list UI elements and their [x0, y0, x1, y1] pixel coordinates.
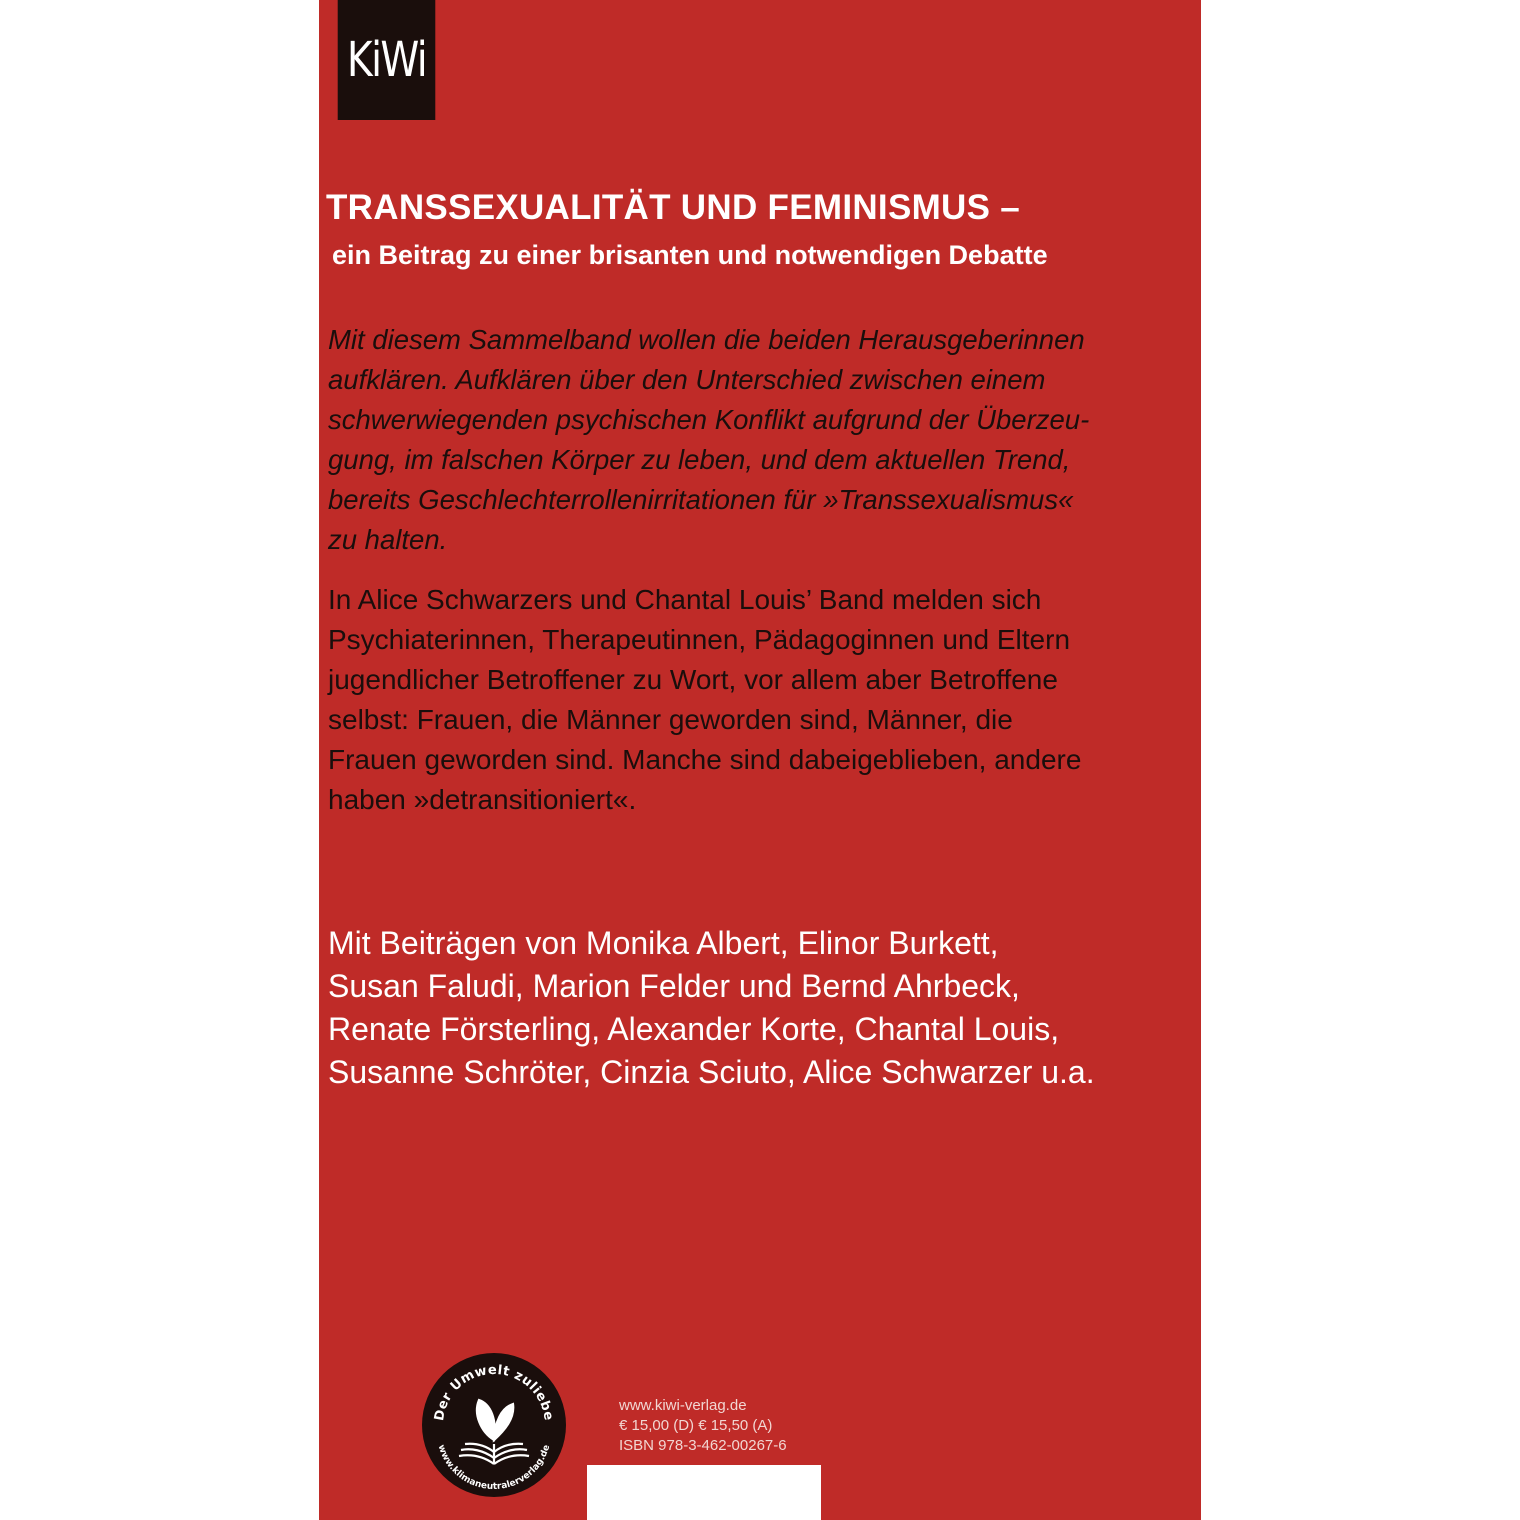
body-line: Frauen geworden sind. Manche sind dabeigeblieben, andere — [328, 744, 1082, 775]
body-line: In Alice Schwarzers und Chantal Louis’ Band melden sich — [328, 584, 1042, 615]
contributors-line: Mit Beiträgen von Monika Albert, Elinor Burkett, — [328, 925, 999, 961]
intro-line: bereits Geschlechterrollenirritationen für »Transsexualismus« — [328, 484, 1074, 515]
barcode-area — [587, 1465, 821, 1520]
intro-line: schwerwiegenden psychischen Konflikt aufgrund der Überzeu- — [328, 404, 1090, 435]
publisher-info — [619, 1396, 829, 1456]
intro-line: Mit diesem Sammelband wollen die beiden Herausgeberinnen — [328, 324, 1085, 355]
publisher-logo: KiWi — [338, 0, 436, 120]
contributors-line: Susanne Schröter, Cinzia Sciuto, Alice Schwarzer u.a. — [328, 1054, 1095, 1090]
contributors-list — [328, 922, 1128, 1094]
body-line: jugendlicher Betroffener zu Wort, vor allem aber Betroffene — [328, 664, 1058, 695]
body-line: selbst: Frauen, die Männer geworden sind, Männer, die — [328, 704, 1013, 735]
body-line: Psychiaterinnen, Therapeutinnen, Pädagoginnen und Eltern — [328, 624, 1071, 655]
contributors-line: Renate Försterling, Alexander Korte, Chantal Louis, — [328, 1011, 1060, 1047]
body-paragraph — [328, 580, 1098, 820]
isbn-text: ISBN 978-3-462-00267-6 — [619, 1437, 787, 1454]
body-line: haben »detransitioniert«. — [328, 784, 637, 815]
intro-line: gung, im falschen Körper zu leben, und dem aktuellen Trend, — [328, 444, 1071, 475]
price-text: € 15,00 (D) € 15,50 (A) — [619, 1417, 773, 1434]
book-back-cover — [319, 0, 1201, 1520]
seal-bottom-text: www.klimaneutralerverlag.de — [435, 1443, 553, 1493]
seal-top-text: Der Umwelt zuliebe — [432, 1362, 556, 1422]
intro-paragraph — [328, 320, 1098, 560]
headline: TRANSSEXUALITÄT UND FEMINISMUS – — [326, 188, 1021, 227]
climate-neutral-seal — [421, 1352, 567, 1498]
intro-line: zu halten. — [328, 524, 448, 555]
subheadline: ein Beitrag zu einer brisanten und notwendigen Debatte — [332, 240, 1048, 270]
contributors-line: Susan Faludi, Marion Felder und Bernd Ahrbeck, — [328, 968, 1020, 1004]
intro-line: aufklären. Aufklären über den Unterschied zwischen einem — [328, 364, 1046, 395]
website-text: www.kiwi-verlag.de — [619, 1397, 747, 1414]
